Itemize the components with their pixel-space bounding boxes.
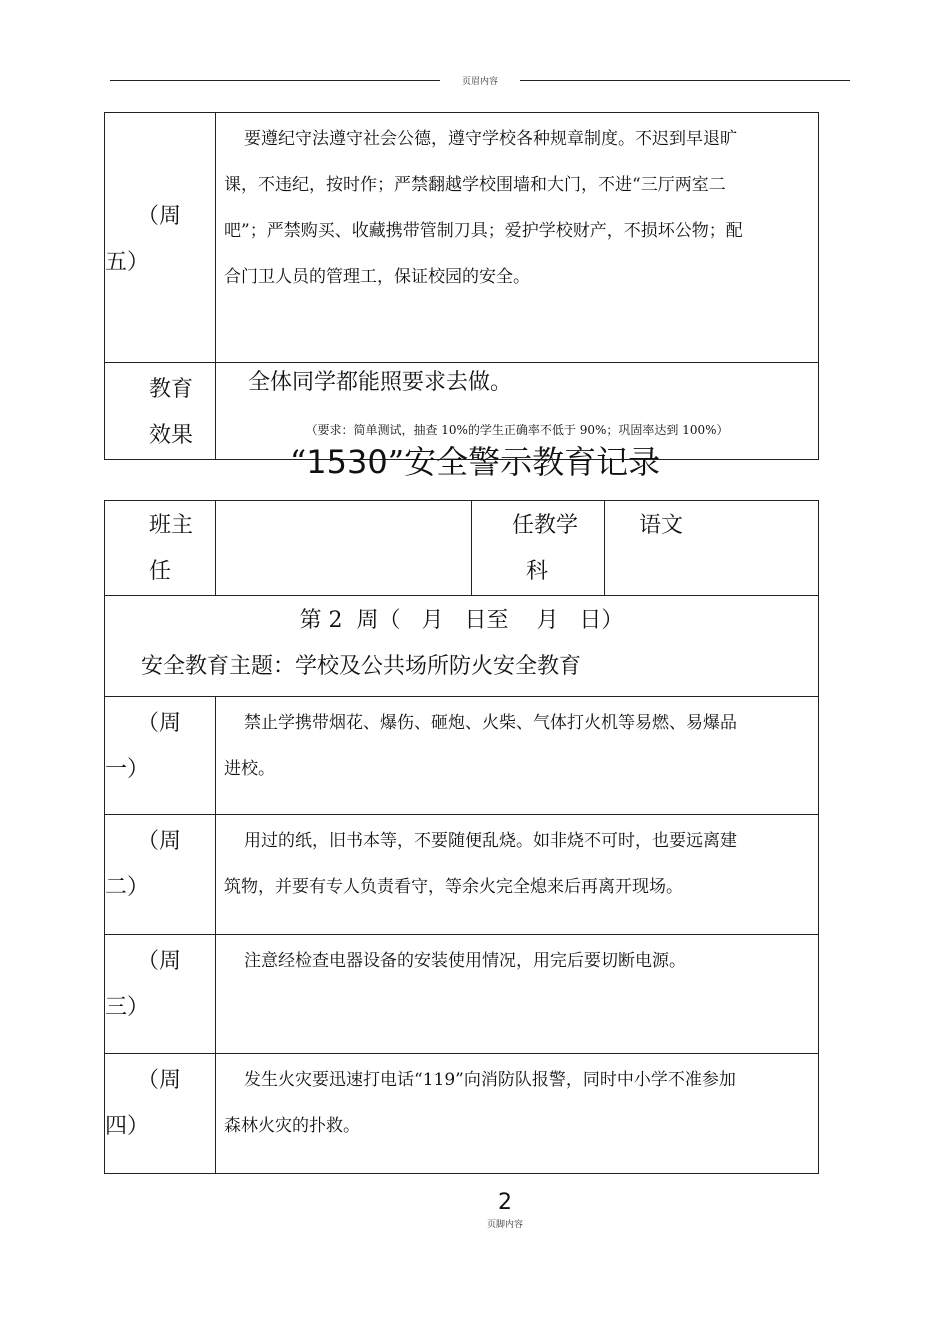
day-cell-friday bbox=[105, 113, 216, 363]
header-text: 页眉内容 bbox=[440, 74, 520, 87]
row-week bbox=[105, 596, 819, 697]
page-title: “1530”安全警示教育记录 bbox=[289, 443, 661, 481]
week-theme: 安全教育主题：学校及公共场所防火安全教育 bbox=[141, 654, 582, 679]
row-friday bbox=[105, 113, 819, 363]
subject-label-cell bbox=[472, 501, 605, 596]
content-cell-wednesday bbox=[216, 935, 819, 1054]
subject-label: 任教学 科 bbox=[512, 513, 579, 584]
friday-content: 要遵纪守法遵守社会公德，遵守学校各种规章制度。不迟到早退旷 课，不违纪，按时作；严禁翻越学校围墙和大门，不进“三厅两室二 吧”；严禁购买、收藏携带管制刀具；爱护学校财产，不损坏公物；配 合门卫人员的管理工，保证校园的安全。 bbox=[224, 129, 743, 287]
day-cell-tuesday bbox=[105, 815, 216, 935]
subject-value-cell bbox=[605, 501, 819, 596]
teacher-value-cell bbox=[216, 501, 472, 596]
monday-content: 禁止学携带烟花、爆伤、砸炮、火柴、气体打火机等易燃、易爆品 进校。 bbox=[224, 713, 737, 779]
week-range: 第 2 周（ 月 日至 月 日） bbox=[299, 608, 624, 633]
row-head bbox=[105, 501, 819, 596]
day-label: （周 五） bbox=[105, 203, 182, 275]
week1-table bbox=[104, 112, 819, 460]
content-cell-friday bbox=[216, 113, 819, 363]
day-cell-monday bbox=[105, 697, 216, 815]
week2-table bbox=[104, 500, 819, 1174]
day-label: （周 二） bbox=[105, 829, 182, 900]
effect-label: 教育 效果 bbox=[149, 377, 194, 448]
row-monday bbox=[105, 697, 819, 815]
day-label: （周 三） bbox=[105, 949, 182, 1020]
wednesday-content: 注意经检查电器设备的安装使用情况，用完后要切断电源。 bbox=[244, 951, 686, 971]
row-tuesday bbox=[105, 815, 819, 935]
week-cell bbox=[105, 596, 819, 697]
tuesday-content: 用过的纸，旧书本等，不要随便乱烧。如非烧不可时，也要远离建 筑物，并要有专人负责看守，等余火完全熄来后再离开现场。 bbox=[224, 831, 737, 897]
content-cell-monday bbox=[216, 697, 819, 815]
day-cell-thursday bbox=[105, 1054, 216, 1174]
teacher-label: 班主 任 bbox=[149, 513, 194, 584]
day-label: （周 一） bbox=[105, 711, 182, 782]
effect-text: 全体同学都能照要求去做。 bbox=[248, 370, 513, 395]
page-number: 2 bbox=[498, 1190, 512, 1215]
content-cell-tuesday bbox=[216, 815, 819, 935]
teacher-label-cell bbox=[105, 501, 216, 596]
thursday-content: 发生火灾要迅速打电话“119”向消防队报警，同时中小学不准参加 森林火灾的扑救。 bbox=[224, 1070, 736, 1136]
content-cell-thursday bbox=[216, 1054, 819, 1174]
row-thursday bbox=[105, 1054, 819, 1174]
effect-note: （要求：简单测试，抽查 10%的学生正确率不低于 90%；巩固率达到 100%） bbox=[305, 423, 729, 437]
row-wednesday bbox=[105, 935, 819, 1054]
footer-text: 页脚内容 bbox=[486, 1220, 523, 1230]
day-label: （周 四） bbox=[105, 1068, 182, 1139]
day-cell-wednesday bbox=[105, 935, 216, 1054]
subject-value: 语文 bbox=[639, 513, 684, 538]
